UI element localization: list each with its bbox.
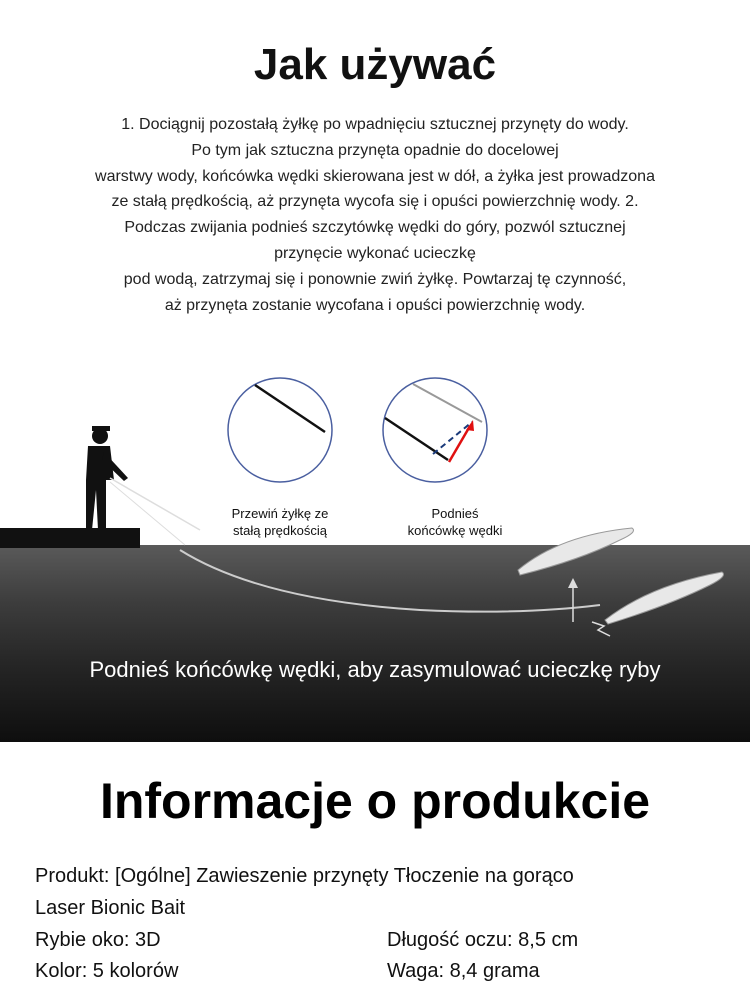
label-line: końcówkę wędki <box>407 523 503 538</box>
instruction-line: warstwy wody, końcówka wędki skierowana jest w dół, a żyłka jest prowadzona <box>95 167 655 185</box>
spec-product-cont: Laser Bionic Bait <box>35 897 186 919</box>
instruction-line: 1. Dociągnij pozostałą żyłkę po wpadnięciu sztucznej przynęty do wody. <box>121 116 629 133</box>
product-info-title: Informacje o produkcie <box>99 773 651 829</box>
instruction-line: Podczas zwijania podnieś szczytówkę wędki do góry, pozwól sztucznej <box>124 219 626 237</box>
spec-product: Produkt: [Ogólne] Zawieszenie przynęty Tłoczenie na gorąco <box>35 865 574 887</box>
spec-color: Kolor: 5 kolorów <box>35 960 179 982</box>
label-reel-steady <box>215 505 345 539</box>
label-lift-tip <box>385 505 525 539</box>
illustration-caption: Podnieś końcówkę wędki, aby zasymulować ucieczkę ryby <box>89 657 661 682</box>
fishing-rod <box>110 478 600 612</box>
instruction-line: aż przynęta zostanie wycofana i opuści powierzchnię wody. <box>164 296 586 314</box>
label-line: Przewiń żyłkę ze <box>231 506 329 521</box>
instructions <box>40 112 710 318</box>
reel-steady-diagram <box>228 378 332 482</box>
instruction-line: pod wodą, zatrzymaj się i ponownie zwiń żyłkę. Powtarzaj tę czynność, <box>123 270 627 288</box>
spec-weight: Waga: 8,4 grama <box>387 960 540 982</box>
instruction-line: ze stałą prędkością, aż przynęta wycofa się i opuści powierzchnię wody. 2. <box>111 193 639 211</box>
instruction-line: przynęcie wykonać ucieczkę <box>274 244 476 262</box>
spec-eye-length: Długość oczu: 8,5 cm <box>387 929 579 951</box>
zigzag-icon <box>592 622 610 636</box>
spec-eye: Rybie oko: 3D <box>35 929 161 951</box>
fisherman-icon <box>86 426 128 530</box>
how-to-title: Jak używać <box>253 40 497 89</box>
label-line: stałą prędkością <box>233 523 327 538</box>
illustration <box>0 360 750 660</box>
instruction-line: Po tym jak sztuczna przynęta opadnie do docelowej <box>191 141 559 159</box>
lift-tip-diagram <box>383 378 487 482</box>
label-line: Podnieś <box>431 506 479 521</box>
